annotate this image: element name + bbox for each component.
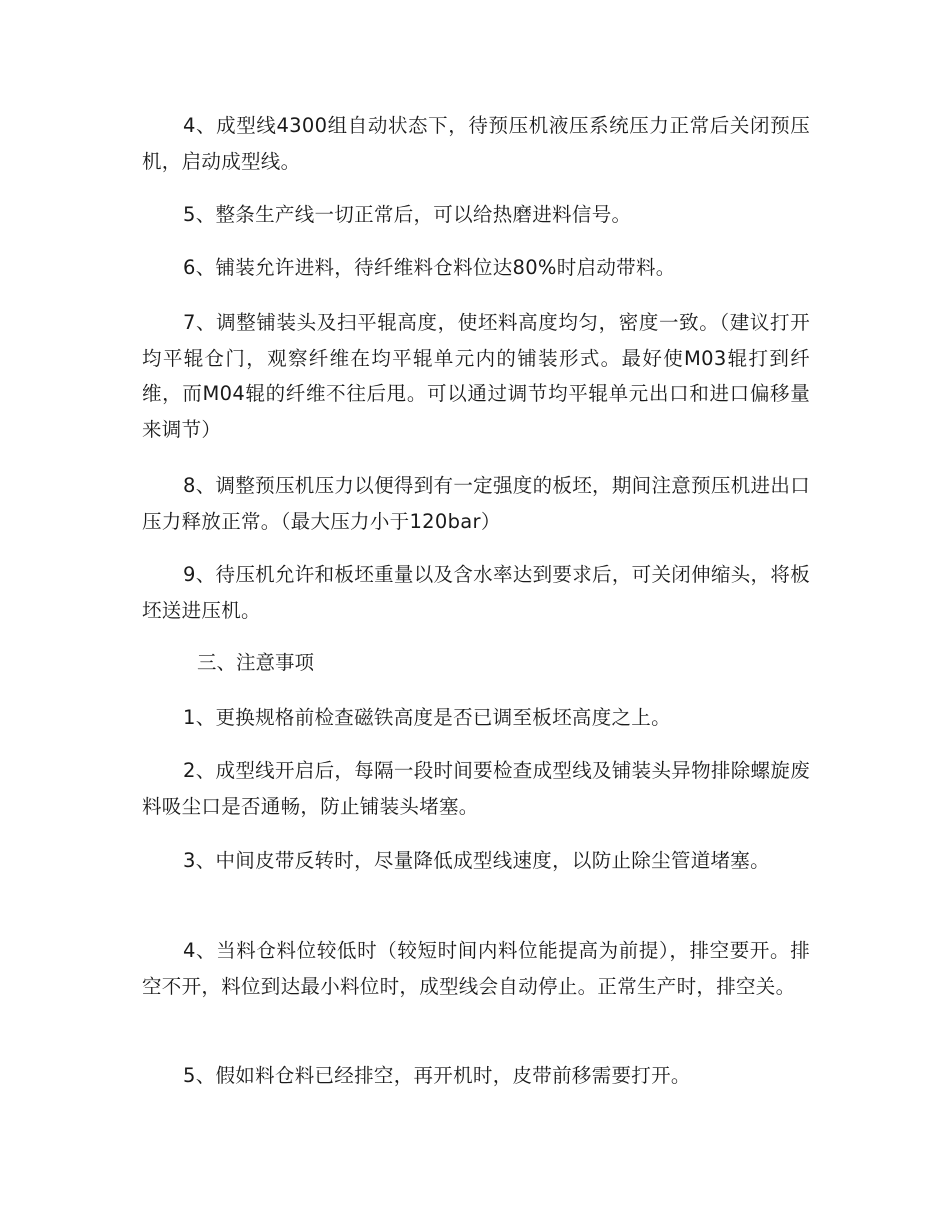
paragraph-step-5: 5、整条生产线一切正常后，可以给热磨进料信号。 [183,203,632,226]
paragraph-step-8: 8、调整预压机压力以便得到有一定强度的板坯，期间注意预压机进出口压力释放正常。（最大压力小于120bar） [142,474,810,533]
note-item-3: 3、中间皮带反转时，尽量降低成型线速度，以防止除尘管道堵塞。 [183,849,770,872]
section-heading-notes: 三、注意事项 [197,651,315,674]
paragraph-step-9: 9、待压机允许和板坯重量以及含水率达到要求后，可关闭伸缩头，将板坯送进压机。 [142,563,810,622]
note-item-2: 2、成型线开启后，每隔一段时间要检查成型线及铺装头异物排除螺旋废料吸尘口是否通畅，防止铺装头堵塞。 [142,759,810,818]
note-item-5: 5、假如料仓料已经排空，再开机时，皮带前移需要打开。 [183,1064,691,1087]
paragraph-step-6: 6、铺装允许进料，待纤维料仓料位达80%时启动带料。 [183,256,676,279]
paragraph-step-7: 7、调整铺装头及扫平辊高度，使坯料高度均匀，密度一致。（建议打开均平辊仓门，观察纤维在均平辊单元内的铺装形式。最好使M03辊打到纤维，而M04辊的纤维不往后甩。可以通过调节均平辊单元出口和进口偏移量来调节） [142,311,810,441]
note-item-4: 4、当料仓料位较低时（较短时间内料位能提高为前提），排空要开。排空不开，料位到达最小料位时，成型线会自动停止。正常生产时，排空关。 [142,939,810,998]
note-item-1: 1、更换规格前检查磁铁高度是否已调至板坯高度之上。 [183,706,671,729]
paragraph-step-4: 4、成型线4300组自动状态下，待预压机液压系统压力正常后关闭预压机，启动成型线。 [142,114,810,173]
